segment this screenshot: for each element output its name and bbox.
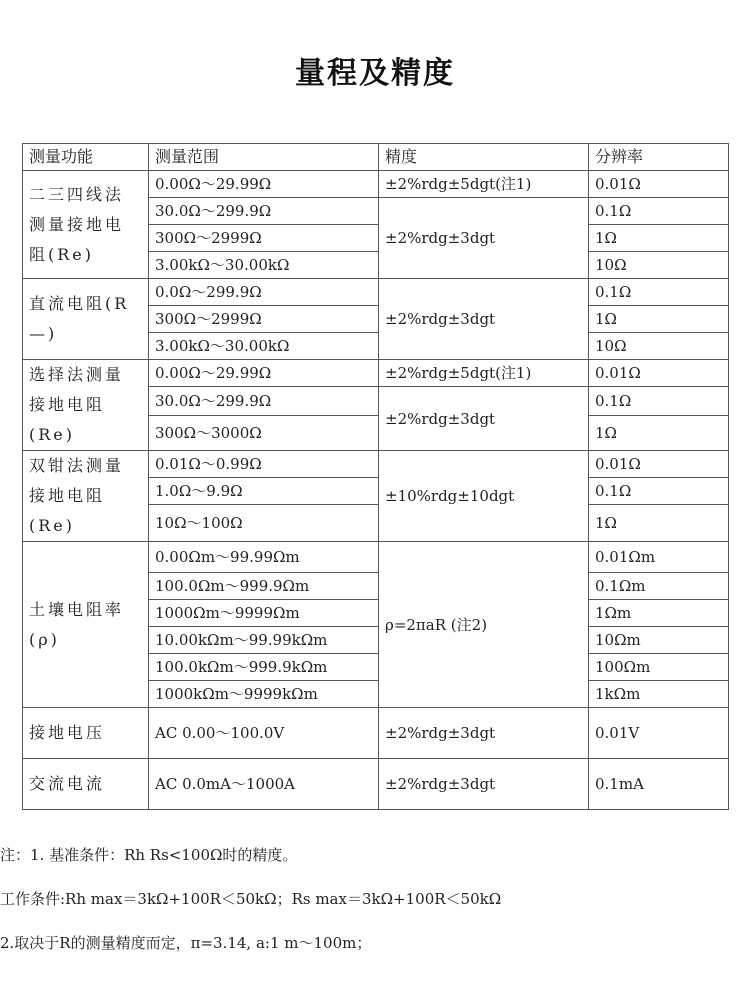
function-cell: 二三四线法测量接地电阻(Re) [23, 171, 149, 279]
range-cell: 0.00Ω～29.99Ω [149, 171, 379, 198]
resolution-cell: 100Ωm [589, 654, 729, 681]
resolution-cell: 0.1Ω [589, 387, 729, 416]
range-cell: 3.00kΩ～30.00kΩ [149, 252, 379, 279]
resolution-cell: 0.01Ω [589, 360, 729, 387]
spec-table [22, 143, 729, 810]
table-row [23, 279, 729, 306]
accuracy-cell: ρ=2πaR (注2) [379, 542, 589, 708]
header-function: 测量功能 [23, 144, 149, 171]
range-cell: 30.0Ω～299.9Ω [149, 387, 379, 416]
function-cell: 选择法测量接地电阻(Re) [23, 360, 149, 451]
table-row [23, 542, 729, 573]
accuracy-cell: ±10%rdg±10dgt [379, 451, 589, 542]
accuracy-cell: ±2%rdg±5dgt(注1) [379, 171, 589, 198]
accuracy-cell: ±2%rdg±3dgt [379, 387, 589, 451]
range-cell: 1000kΩm～9999kΩm [149, 681, 379, 708]
resolution-cell: 0.1Ω [589, 198, 729, 225]
resolution-cell: 1Ωm [589, 600, 729, 627]
resolution-cell: 0.1mA [589, 759, 729, 810]
resolution-cell: 0.01Ω [589, 171, 729, 198]
resolution-cell: 1Ω [589, 225, 729, 252]
range-cell: 0.0Ω～299.9Ω [149, 279, 379, 306]
header-resolution: 分辨率 [589, 144, 729, 171]
resolution-cell: 1kΩm [589, 681, 729, 708]
resolution-cell: 0.1Ω [589, 279, 729, 306]
range-cell: 1000Ωm～9999Ωm [149, 600, 379, 627]
resolution-cell: 1Ω [589, 505, 729, 542]
range-cell: 100.0Ωm～999.9Ωm [149, 573, 379, 600]
resolution-cell: 10Ω [589, 252, 729, 279]
note-line: 注：1. 基准条件：Rh Rs<100Ω时的精度。 [0, 846, 298, 864]
accuracy-cell: ±2%rdg±5dgt(注1) [379, 360, 589, 387]
function-cell: 接地电压 [23, 708, 149, 759]
table-row [23, 171, 729, 198]
header-accuracy: 精度 [379, 144, 589, 171]
function-cell: 交流电流 [23, 759, 149, 810]
table-row [23, 360, 729, 387]
range-cell: AC 0.0mA～1000A [149, 759, 379, 810]
table-row [23, 708, 729, 759]
range-cell: 0.00Ω～29.99Ω [149, 360, 379, 387]
range-cell: 300Ω～2999Ω [149, 225, 379, 252]
resolution-cell: 0.01V [589, 708, 729, 759]
note-line: 2.取决于R的测量精度而定，π=3.14, a:1 m～100m； [0, 934, 372, 952]
table-body [23, 171, 729, 810]
resolution-cell: 0.01Ω [589, 451, 729, 478]
resolution-cell: 10Ωm [589, 627, 729, 654]
resolution-cell: 10Ω [589, 333, 729, 360]
range-cell: 100.0kΩm～999.9kΩm [149, 654, 379, 681]
range-cell: 1.0Ω～9.9Ω [149, 478, 379, 505]
resolution-cell: 0.1Ωm [589, 573, 729, 600]
range-cell: 0.01Ω～0.99Ω [149, 451, 379, 478]
range-cell: 300Ω～2999Ω [149, 306, 379, 333]
function-cell: 直流电阻(R—) [23, 279, 149, 360]
resolution-cell: 0.1Ω [589, 478, 729, 505]
range-cell: 0.00Ωm～99.99Ωm [149, 542, 379, 573]
function-cell: 土壤电阻率(ρ) [23, 542, 149, 708]
range-cell: 10Ω～100Ω [149, 505, 379, 542]
range-cell: 30.0Ω～299.9Ω [149, 198, 379, 225]
function-cell: 双钳法测量接地电阻(Re) [23, 451, 149, 542]
range-cell: 10.00kΩm～99.99kΩm [149, 627, 379, 654]
note-line: 工作条件:Rh max＝3kΩ+100R＜50kΩ；Rs max＝3kΩ+100R＜50kΩ [0, 890, 502, 908]
header-range: 测量范围 [149, 144, 379, 171]
range-cell: AC 0.00～100.0V [149, 708, 379, 759]
resolution-cell: 1Ω [589, 306, 729, 333]
page-title: 量程及精度 [295, 56, 455, 91]
table-row [23, 451, 729, 478]
resolution-cell: 1Ω [589, 416, 729, 451]
accuracy-cell: ±2%rdg±3dgt [379, 708, 589, 759]
table-header [23, 144, 729, 171]
range-cell: 300Ω～3000Ω [149, 416, 379, 451]
table-row [23, 759, 729, 810]
accuracy-cell: ±2%rdg±3dgt [379, 279, 589, 360]
range-cell: 3.00kΩ～30.00kΩ [149, 333, 379, 360]
resolution-cell: 0.01Ωm [589, 542, 729, 573]
accuracy-cell: ±2%rdg±3dgt [379, 759, 589, 810]
accuracy-cell: ±2%rdg±3dgt [379, 198, 589, 279]
header-row [23, 144, 729, 171]
